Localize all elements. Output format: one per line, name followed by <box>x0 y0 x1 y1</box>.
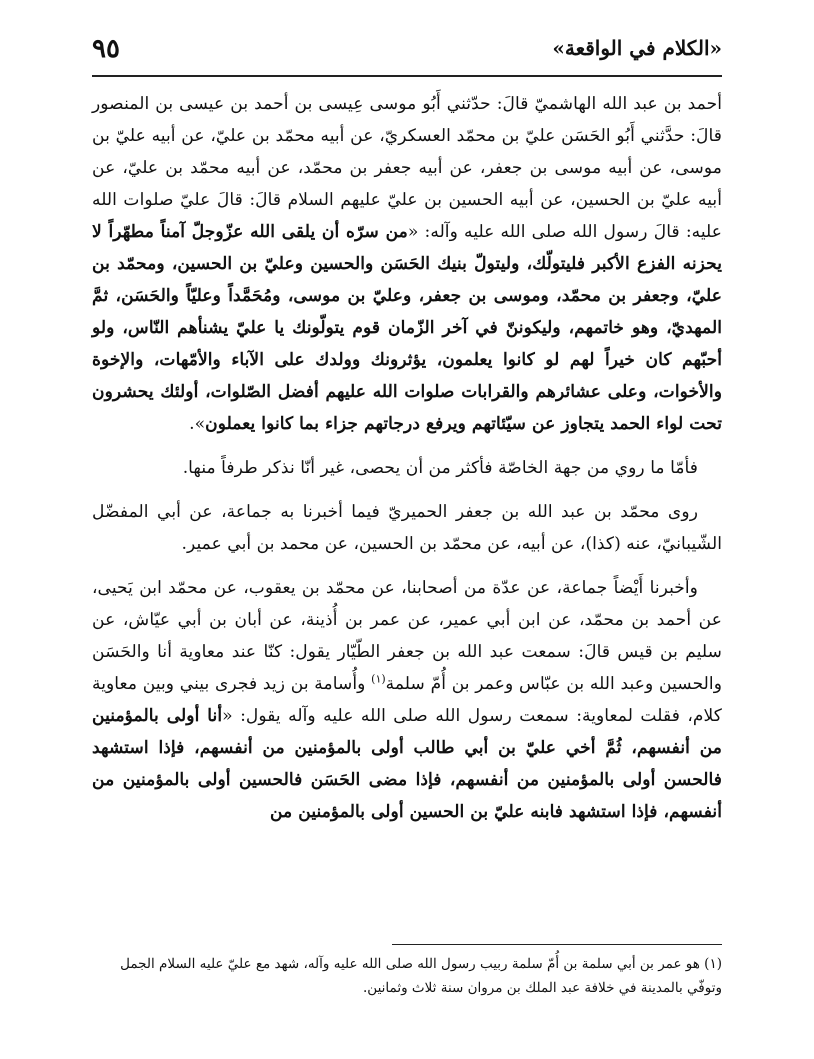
isnad-text: أحمد بن عبد الله الهاشميّ قالَ: حدّثني أَبُو موسى عِيسى بن أحمد بن عيسى بن المنصور قالَ: حدَّثني أَبُو الحَسَن عليّ بن محمّد العسكريّ، عن أبيه محمّد بن عليّ، عن أبيه عليّ بن موسى، عن أبيه موسى بن جعفر، عن أبيه جعفر بن محمّد، عن أبيه محمّد بن عليّ، عن أبيه عليّ بن الحسين، عن أبيه الحسين بن عليّ عليهم السلام قالَ: قالَ عليّ صلوات الله عليه: قالَ رسول الله صلى الله عليه وآله: « <box>92 94 722 242</box>
paragraph-hadith-chain <box>92 88 722 440</box>
quote-close: ». <box>189 414 206 434</box>
main-text <box>92 88 722 828</box>
hadith-quote-2: أنا أولى بالمؤمنين من أنفسهم، ثُمَّ أخي عليّ بن أبي طالب أولى بالمؤمنين من أنفسهم، فإذا استشهد فالحسن أولى بالمؤمنين من أنفسهم، فإذا مضى الحَسَن فالحسين أولى بالمؤمنين من أنفسهم، فإذا استشهد فابنه عليّ بن الحسين أولى بالمؤمنين من <box>92 706 722 822</box>
isnad-text-3: وأُسامة بن زيد فجرى بيني وبين معاوية كلام، فقلت لمعاوية: سمعت رسول الله صلى الله عليه وآله يقول: « <box>92 674 722 726</box>
paragraph-khassa: فأمّا ما روي من جهة الخاصّة فأكثر من أن يحصى، غير أنّا نذكر طرفاً منها. <box>182 458 698 478</box>
page-number: ٩٥ <box>92 34 120 64</box>
page-header <box>92 30 722 70</box>
running-title: «الكلام في الواقعة» <box>552 36 722 60</box>
footnote-rule <box>392 944 722 945</box>
isnad-text-2: وأخبرنا أَيْضاً جماعة، عن عدّة من أصحابنا، عن محمّد بن يعقوب، عن محمّد ابن يَحيى، عن أحمد بن محمّد، عن ابن أبي عمير، عن عمر بن أُذينة، عن أبان بن أبي عيّاش، عن سليم بن قيس قالَ: سمعت عبد الله بن جعفر الطّيّار يقول: كنّا عند معاوية أنا والحَسَن والحسين وعبد الله بن عبّاس وعمر بن أُمّ سلمة <box>92 578 722 694</box>
header-rule <box>92 75 722 77</box>
paragraph-sulaym <box>92 572 722 828</box>
footnote: (١) هو عمر بن أبي سلمة بن أُمّ سلمة ربيب رسول الله صلى الله عليه وآله، شهد مع عليّ عليه السلام الجمل وتوفّي بالمدينة في خلافة عبد الملك بن مروان سنة ثلاث وثمانين. <box>120 956 722 996</box>
hadith-quote: من سرّه أن يلقى الله عزّوجلّ آمناً مطهّراً لا يحزنه الفزع الأكبر فليتولّك، وليتولّ بنيك الحَسَن والحسين وعليّ بن الحسين، ومحمّد بن عليّ، وجعفر بن محمّد، وموسى بن جعفر، وعليّ بن موسى، ومُحَمَّداً وعليّاً والحَسَن، ثمَّ المهديّ، وهو خاتمهم، وليكوننّ في آخر الزّمان قوم يتولّونك يا عليّ يشنأهم النّاس، ولو أحبّهم كان خيراً لهم لو كانوا يعلمون، يؤثرونك وولدك على الآباء والأمّهات، والإخوة والأخوات، وعلى عشائرهم والقرابات صلوات الله عليهم أفضل الصّلوات، أولئك يحشرون تحت لواء الحمد يتجاوز عن سيّئاتهم ويرفع درجاتهم جزاء بما كانوا يعملون <box>92 222 722 434</box>
paragraph-himyari: روى محمّد بن عبد الله بن جعفر الحميريّ فيما أخبرنا به جماعة، عن أبي المفضّل الشّيبانيّ، عنه (كذا)، عن أبيه، عن محمّد بن الحسين، عن محمد بن أبي عمير. <box>92 502 722 554</box>
footnote-marker[interactable]: (١) <box>371 672 386 686</box>
